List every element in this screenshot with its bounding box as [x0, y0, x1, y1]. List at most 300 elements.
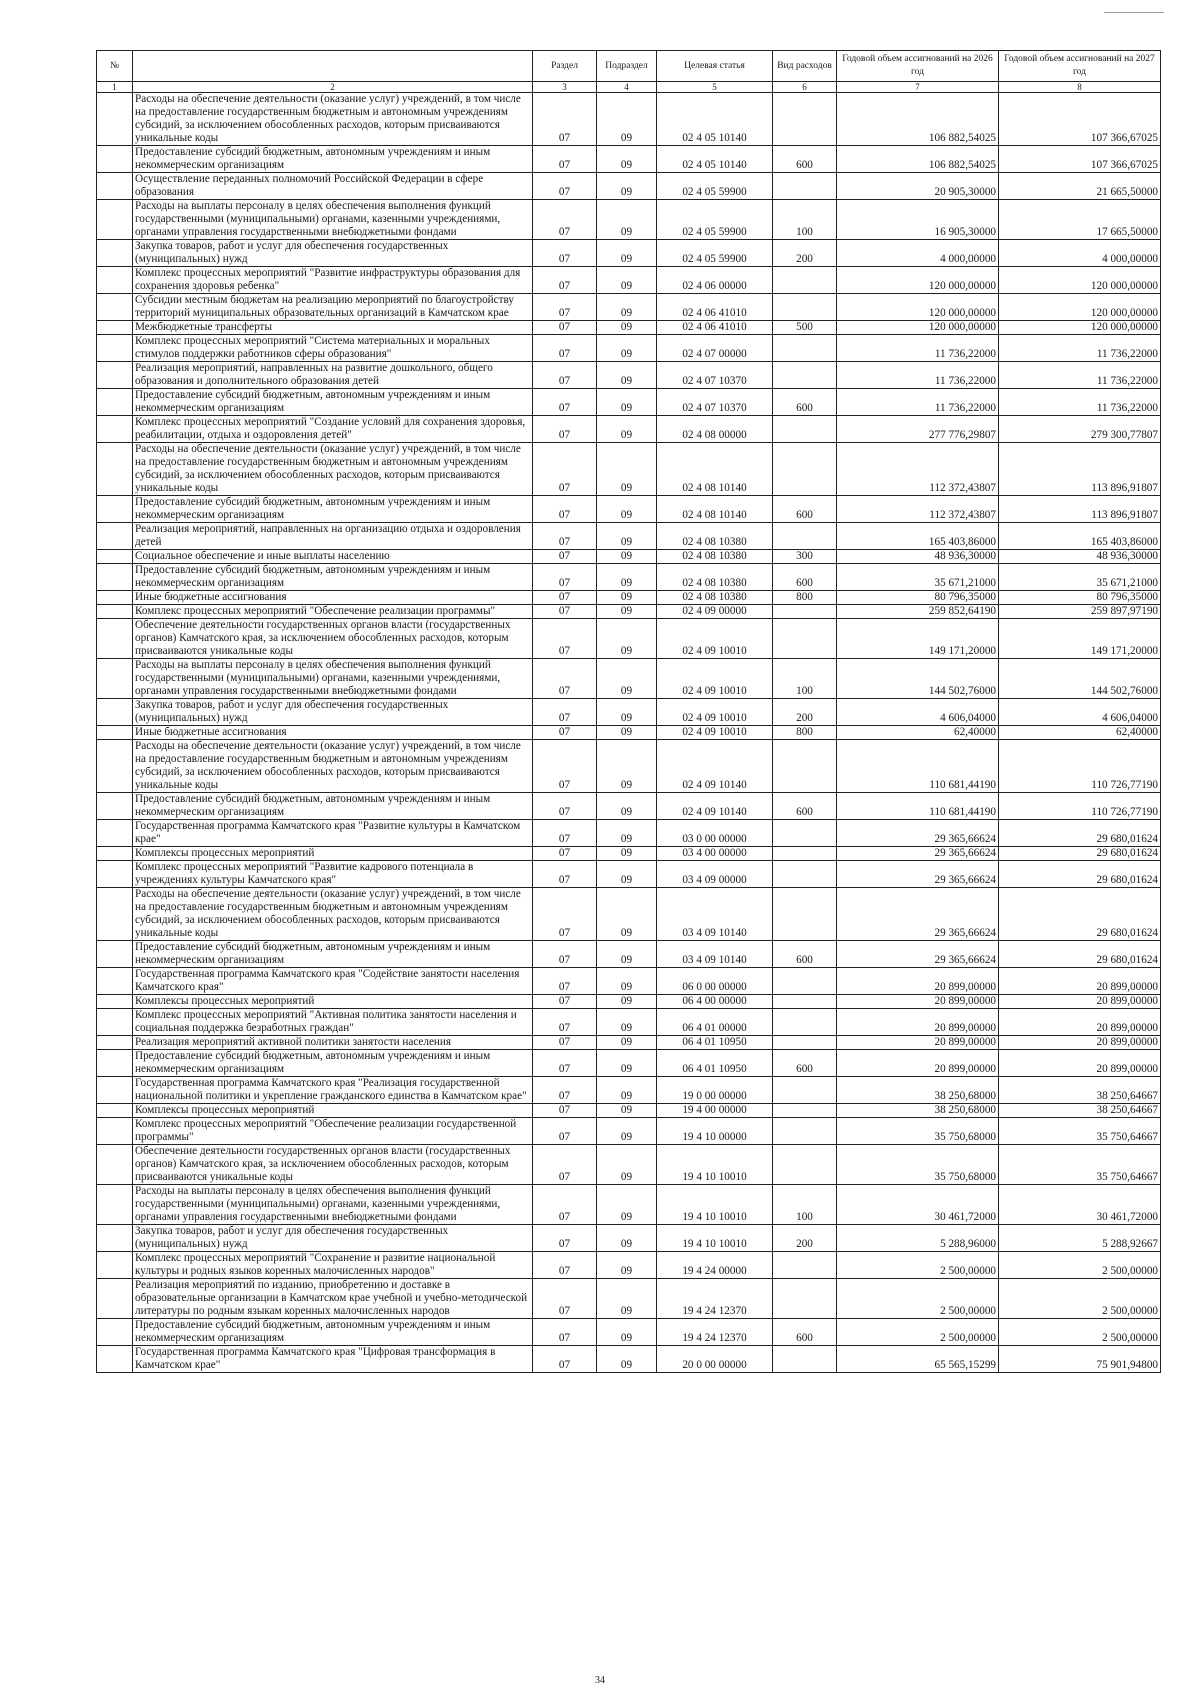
row-number — [97, 941, 133, 968]
target-article-code: 02 4 05 10140 — [657, 146, 773, 173]
expense-name: Комплекс процессных мероприятий "Обеспечение реализации государственной программы" — [133, 1118, 533, 1145]
target-article-code: 06 4 01 00000 — [657, 1009, 773, 1036]
amount-2026: 277 776,29807 — [837, 416, 999, 443]
section-code: 07 — [533, 1118, 597, 1145]
section-code: 07 — [533, 1279, 597, 1319]
row-number — [97, 591, 133, 605]
subsection-code: 09 — [597, 496, 657, 523]
subsection-code: 09 — [597, 740, 657, 793]
row-number — [97, 619, 133, 659]
subsection-code: 09 — [597, 93, 657, 146]
target-article-code: 02 4 09 10010 — [657, 659, 773, 699]
subsection-code: 09 — [597, 1145, 657, 1185]
expense-name: Иные бюджетные ассигнования — [133, 726, 533, 740]
target-article-code: 02 4 05 59900 — [657, 173, 773, 200]
row-number — [97, 820, 133, 847]
amount-2027: 11 736,22000 — [999, 362, 1161, 389]
row-number — [97, 173, 133, 200]
subsection-code: 09 — [597, 550, 657, 564]
row-number — [97, 726, 133, 740]
subsection-code: 09 — [597, 941, 657, 968]
table-row — [97, 1319, 1161, 1346]
expense-type-code — [773, 173, 837, 200]
subsection-code: 09 — [597, 321, 657, 335]
expense-name: Иные бюджетные ассигнования — [133, 591, 533, 605]
target-article-code: 02 4 08 10140 — [657, 443, 773, 496]
target-article-code: 06 4 01 10950 — [657, 1036, 773, 1050]
table-row — [97, 267, 1161, 294]
table-row — [97, 200, 1161, 240]
subsection-code: 09 — [597, 1050, 657, 1077]
section-code: 07 — [533, 1225, 597, 1252]
amount-2026: 110 681,44190 — [837, 740, 999, 793]
header-vid: Вид расходов — [773, 51, 837, 82]
section-code: 07 — [533, 995, 597, 1009]
amount-2026: 29 365,66624 — [837, 888, 999, 941]
expense-name: Предоставление субсидий бюджетным, автономным учреждениям и иным некоммерческим организациям — [133, 941, 533, 968]
table-row — [97, 146, 1161, 173]
target-article-code: 19 4 10 10010 — [657, 1225, 773, 1252]
section-code: 07 — [533, 820, 597, 847]
expense-type-code — [773, 267, 837, 294]
section-code: 07 — [533, 335, 597, 362]
expense-type-code — [773, 740, 837, 793]
target-article-code: 02 4 08 00000 — [657, 416, 773, 443]
amount-2027: 2 500,00000 — [999, 1319, 1161, 1346]
target-article-code: 02 4 05 59900 — [657, 240, 773, 267]
amount-2026: 259 852,64190 — [837, 605, 999, 619]
target-article-code: 03 4 09 00000 — [657, 861, 773, 888]
amount-2026: 120 000,00000 — [837, 267, 999, 294]
amount-2027: 107 366,67025 — [999, 93, 1161, 146]
subsection-code: 09 — [597, 443, 657, 496]
amount-2026: 106 882,54025 — [837, 93, 999, 146]
subsection-code: 09 — [597, 1279, 657, 1319]
section-code: 07 — [533, 443, 597, 496]
table-row — [97, 93, 1161, 146]
section-code: 07 — [533, 740, 597, 793]
section-code: 07 — [533, 267, 597, 294]
amount-2026: 11 736,22000 — [837, 335, 999, 362]
table-row — [97, 1225, 1161, 1252]
amount-2026: 112 372,43807 — [837, 496, 999, 523]
row-number — [97, 1104, 133, 1118]
section-code: 07 — [533, 659, 597, 699]
table-row — [97, 496, 1161, 523]
row-number — [97, 861, 133, 888]
expense-name: Осуществление переданных полномочий Российской Федерации в сфере образования — [133, 173, 533, 200]
row-number — [97, 1050, 133, 1077]
expense-name: Обеспечение деятельности государственных органов власти (государственных органов) Камчатского края, за исключением обособленных расходов, которым присваиваются уникальные коды — [133, 1145, 533, 1185]
amount-2026: 120 000,00000 — [837, 294, 999, 321]
amount-2027: 107 366,67025 — [999, 146, 1161, 173]
amount-2027: 35 750,64667 — [999, 1118, 1161, 1145]
subsection-code: 09 — [597, 619, 657, 659]
column-index: 5 — [657, 82, 773, 93]
row-number — [97, 564, 133, 591]
amount-2026: 48 936,30000 — [837, 550, 999, 564]
amount-2026: 4 000,00000 — [837, 240, 999, 267]
amount-2026: 2 500,00000 — [837, 1279, 999, 1319]
amount-2026: 35 750,68000 — [837, 1145, 999, 1185]
amount-2027: 62,40000 — [999, 726, 1161, 740]
subsection-code: 09 — [597, 294, 657, 321]
subsection-code: 09 — [597, 1118, 657, 1145]
expense-name: Предоставление субсидий бюджетным, автономным учреждениям и иным некоммерческим организациям — [133, 564, 533, 591]
amount-2026: 11 736,22000 — [837, 362, 999, 389]
expense-name: Предоставление субсидий бюджетным, автономным учреждениям и иным некоммерческим организациям — [133, 389, 533, 416]
expense-type-code: 800 — [773, 591, 837, 605]
amount-2026: 30 461,72000 — [837, 1185, 999, 1225]
amount-2027: 110 726,77190 — [999, 793, 1161, 820]
amount-2026: 65 565,15299 — [837, 1346, 999, 1373]
subsection-code: 09 — [597, 888, 657, 941]
amount-2027: 20 899,00000 — [999, 995, 1161, 1009]
table-row — [97, 240, 1161, 267]
amount-2026: 80 796,35000 — [837, 591, 999, 605]
row-number — [97, 1319, 133, 1346]
expense-type-code — [773, 888, 837, 941]
subsection-code: 09 — [597, 1185, 657, 1225]
amount-2027: 120 000,00000 — [999, 294, 1161, 321]
target-article-code: 19 0 00 00000 — [657, 1077, 773, 1104]
header-row — [97, 51, 1161, 82]
section-code: 07 — [533, 888, 597, 941]
expense-type-code — [773, 1104, 837, 1118]
target-article-code: 02 4 09 10140 — [657, 793, 773, 820]
table-row — [97, 1077, 1161, 1104]
amount-2026: 110 681,44190 — [837, 793, 999, 820]
expense-type-code — [773, 820, 837, 847]
table-row — [97, 699, 1161, 726]
amount-2027: 5 288,92667 — [999, 1225, 1161, 1252]
subsection-code: 09 — [597, 1104, 657, 1118]
target-article-code: 02 4 09 10140 — [657, 740, 773, 793]
header-razdel: Раздел — [533, 51, 597, 82]
section-code: 07 — [533, 240, 597, 267]
amount-2026: 20 905,30000 — [837, 173, 999, 200]
section-code: 07 — [533, 362, 597, 389]
target-article-code: 02 4 08 10380 — [657, 591, 773, 605]
amount-2027: 20 899,00000 — [999, 1009, 1161, 1036]
section-code: 07 — [533, 619, 597, 659]
section-code: 07 — [533, 1346, 597, 1373]
target-article-code: 02 4 08 10140 — [657, 496, 773, 523]
amount-2027: 2 500,00000 — [999, 1252, 1161, 1279]
target-article-code: 20 0 00 00000 — [657, 1346, 773, 1373]
table-row — [97, 820, 1161, 847]
amount-2027: 120 000,00000 — [999, 267, 1161, 294]
amount-2026: 38 250,68000 — [837, 1104, 999, 1118]
expense-name: Комплекс процессных мероприятий "Система материальных и моральных стимулов поддержки работников сферы образования" — [133, 335, 533, 362]
expense-name: Предоставление субсидий бюджетным, автономным учреждениям и иным некоммерческим организациям — [133, 1050, 533, 1077]
expense-type-code: 600 — [773, 941, 837, 968]
amount-2026: 38 250,68000 — [837, 1077, 999, 1104]
section-code: 07 — [533, 496, 597, 523]
header-name — [133, 51, 533, 82]
amount-2026: 2 500,00000 — [837, 1319, 999, 1346]
row-number — [97, 740, 133, 793]
table-row — [97, 1279, 1161, 1319]
row-number — [97, 146, 133, 173]
expense-type-code: 600 — [773, 496, 837, 523]
section-code: 07 — [533, 523, 597, 550]
subsection-code: 09 — [597, 267, 657, 294]
table-row — [97, 847, 1161, 861]
target-article-code: 06 0 00 00000 — [657, 968, 773, 995]
target-article-code: 03 4 09 10140 — [657, 941, 773, 968]
subsection-code: 09 — [597, 605, 657, 619]
target-article-code: 19 4 10 10010 — [657, 1185, 773, 1225]
column-index: 7 — [837, 82, 999, 93]
target-article-code: 02 4 05 59900 — [657, 200, 773, 240]
amount-2026: 62,40000 — [837, 726, 999, 740]
amount-2027: 29 680,01624 — [999, 888, 1161, 941]
row-number — [97, 659, 133, 699]
subsection-code: 09 — [597, 726, 657, 740]
table-row — [97, 173, 1161, 200]
expense-type-code — [773, 294, 837, 321]
table-row — [97, 1104, 1161, 1118]
table-row — [97, 619, 1161, 659]
table-row — [97, 1009, 1161, 1036]
table-row — [97, 1185, 1161, 1225]
expense-type-code: 600 — [773, 146, 837, 173]
target-article-code: 06 4 01 10950 — [657, 1050, 773, 1077]
amount-2027: 29 680,01624 — [999, 820, 1161, 847]
section-code: 07 — [533, 861, 597, 888]
row-number — [97, 995, 133, 1009]
expense-type-code: 100 — [773, 1185, 837, 1225]
table-row — [97, 564, 1161, 591]
target-article-code: 02 4 09 10010 — [657, 699, 773, 726]
subsection-code: 09 — [597, 820, 657, 847]
table-row — [97, 861, 1161, 888]
amount-2026: 165 403,86000 — [837, 523, 999, 550]
column-index: 1 — [97, 82, 133, 93]
table-row — [97, 740, 1161, 793]
expense-name: Предоставление субсидий бюджетным, автономным учреждениям и иным некоммерческим организациям — [133, 146, 533, 173]
section-code: 07 — [533, 173, 597, 200]
amount-2027: 20 899,00000 — [999, 1050, 1161, 1077]
amount-2026: 149 171,20000 — [837, 619, 999, 659]
expense-name: Расходы на обеспечение деятельности (оказание услуг) учреждений, в том числе на предоставление государственным бюджетным и автономным учреждениям субсидий, за исключением обособленных расходов, которым присваиваются уникальные коды — [133, 443, 533, 496]
expense-type-code — [773, 995, 837, 1009]
target-article-code: 02 4 06 41010 — [657, 321, 773, 335]
row-number — [97, 1346, 133, 1373]
expense-type-code: 800 — [773, 726, 837, 740]
section-code: 07 — [533, 1252, 597, 1279]
amount-2026: 5 288,96000 — [837, 1225, 999, 1252]
expense-name: Государственная программа Камчатского края "Цифровая трансформация в Камчатском крае" — [133, 1346, 533, 1373]
table-row — [97, 523, 1161, 550]
row-number — [97, 1185, 133, 1225]
column-index: 8 — [999, 82, 1161, 93]
row-number — [97, 793, 133, 820]
expense-name: Расходы на выплаты персоналу в целях обеспечения выполнения функций государственными (муниципальными) органами, казенными учреждениями, органами управления государственными внебюджетными фондами — [133, 1185, 533, 1225]
amount-2026: 16 905,30000 — [837, 200, 999, 240]
expense-name: Комплекс процессных мероприятий "Активная политика занятости населения и социальная поддержка безработных граждан" — [133, 1009, 533, 1036]
table-row — [97, 1050, 1161, 1077]
target-article-code: 19 4 10 00000 — [657, 1118, 773, 1145]
expense-name: Реализация мероприятий по изданию, приобретению и доставке в образовательные организации в Камчатском крае учебной и учебно-методической литературы по родным языкам коренных малочисленных народов — [133, 1279, 533, 1319]
expense-type-code — [773, 847, 837, 861]
amount-2027: 11 736,22000 — [999, 389, 1161, 416]
subsection-code: 09 — [597, 699, 657, 726]
expense-type-code — [773, 605, 837, 619]
expense-type-code — [773, 619, 837, 659]
expense-type-code: 600 — [773, 1319, 837, 1346]
expense-name: Комплекс процессных мероприятий "Обеспечение реализации программы" — [133, 605, 533, 619]
column-index-row — [97, 82, 1161, 93]
subsection-code: 09 — [597, 1319, 657, 1346]
section-code: 07 — [533, 93, 597, 146]
expense-name: Комплекс процессных мероприятий "Сохранение и развитие национальной культуры и родных языков коренных малочисленных народов" — [133, 1252, 533, 1279]
amount-2027: 30 461,72000 — [999, 1185, 1161, 1225]
amount-2027: 75 901,94800 — [999, 1346, 1161, 1373]
section-code: 07 — [533, 1145, 597, 1185]
header-target: Целевая статья — [657, 51, 773, 82]
expense-name: Расходы на выплаты персоналу в целях обеспечения выполнения функций государственными (муниципальными) органами, казенными учреждениями, органами управления государственными внебюджетными фондами — [133, 659, 533, 699]
table-row — [97, 362, 1161, 389]
amount-2026: 2 500,00000 — [837, 1252, 999, 1279]
subsection-code: 09 — [597, 146, 657, 173]
target-article-code: 02 4 08 10380 — [657, 550, 773, 564]
section-code: 07 — [533, 1104, 597, 1118]
expense-name: Закупка товаров, работ и услуг для обеспечения государственных (муниципальных) нужд — [133, 699, 533, 726]
amount-2027: 279 300,77807 — [999, 416, 1161, 443]
subsection-code: 09 — [597, 1252, 657, 1279]
row-number — [97, 1225, 133, 1252]
expense-name: Реализация мероприятий, направленных на развитие дошкольного, общего образования и дополнительного образования детей — [133, 362, 533, 389]
row-number — [97, 1036, 133, 1050]
target-article-code: 02 4 07 00000 — [657, 335, 773, 362]
subsection-code: 09 — [597, 861, 657, 888]
expense-type-code: 200 — [773, 240, 837, 267]
section-code: 07 — [533, 146, 597, 173]
row-number — [97, 294, 133, 321]
table-row — [97, 1346, 1161, 1373]
amount-2026: 20 899,00000 — [837, 1050, 999, 1077]
table-row — [97, 941, 1161, 968]
scan-edge-mark — [1104, 12, 1164, 13]
expense-type-code — [773, 1145, 837, 1185]
table-row — [97, 888, 1161, 941]
table-row — [97, 591, 1161, 605]
amount-2026: 20 899,00000 — [837, 968, 999, 995]
amount-2026: 4 606,04000 — [837, 699, 999, 726]
section-code: 07 — [533, 591, 597, 605]
section-code: 07 — [533, 968, 597, 995]
target-article-code: 02 4 07 10370 — [657, 389, 773, 416]
expense-name: Расходы на обеспечение деятельности (оказание услуг) учреждений, в том числе на предоставление государственным бюджетным и автономным учреждениям субсидий, за исключением обособленных расходов, которым присваиваются уникальные коды — [133, 93, 533, 146]
target-article-code: 03 4 00 00000 — [657, 847, 773, 861]
section-code: 07 — [533, 416, 597, 443]
table-row — [97, 968, 1161, 995]
subsection-code: 09 — [597, 389, 657, 416]
expense-type-code — [773, 335, 837, 362]
expense-type-code: 200 — [773, 699, 837, 726]
section-code: 07 — [533, 1185, 597, 1225]
subsection-code: 09 — [597, 995, 657, 1009]
column-index: 2 — [133, 82, 533, 93]
target-article-code: 03 4 09 10140 — [657, 888, 773, 941]
table-row — [97, 995, 1161, 1009]
section-code: 07 — [533, 1036, 597, 1050]
expense-name: Реализация мероприятий активной политики занятости населения — [133, 1036, 533, 1050]
target-article-code: 02 4 09 10010 — [657, 619, 773, 659]
amount-2027: 11 736,22000 — [999, 335, 1161, 362]
amount-2026: 29 365,66624 — [837, 820, 999, 847]
table-row — [97, 1036, 1161, 1050]
subsection-code: 09 — [597, 523, 657, 550]
expense-type-code: 500 — [773, 321, 837, 335]
expense-type-code — [773, 443, 837, 496]
expense-name: Межбюджетные трансферты — [133, 321, 533, 335]
amount-2026: 20 899,00000 — [837, 1036, 999, 1050]
row-number — [97, 699, 133, 726]
amount-2027: 29 680,01624 — [999, 941, 1161, 968]
subsection-code: 09 — [597, 564, 657, 591]
expense-type-code — [773, 362, 837, 389]
row-number — [97, 1279, 133, 1319]
section-code: 07 — [533, 1050, 597, 1077]
expense-type-code: 600 — [773, 1050, 837, 1077]
expense-name: Обеспечение деятельности государственных органов власти (государственных органов) Камчатского края, за исключением обособленных расходов, которым присваиваются уникальные коды — [133, 619, 533, 659]
row-number — [97, 1145, 133, 1185]
amount-2027: 113 896,91807 — [999, 443, 1161, 496]
target-article-code: 02 4 09 00000 — [657, 605, 773, 619]
amount-2026: 106 882,54025 — [837, 146, 999, 173]
table-row — [97, 416, 1161, 443]
expense-type-code — [773, 1077, 837, 1104]
row-number — [97, 93, 133, 146]
amount-2027: 35 750,64667 — [999, 1145, 1161, 1185]
row-number — [97, 321, 133, 335]
budget-table — [96, 50, 1161, 1373]
section-code: 07 — [533, 389, 597, 416]
amount-2026: 29 365,66624 — [837, 941, 999, 968]
subsection-code: 09 — [597, 968, 657, 995]
target-article-code: 02 4 09 10010 — [657, 726, 773, 740]
section-code: 07 — [533, 941, 597, 968]
amount-2027: 38 250,64667 — [999, 1077, 1161, 1104]
expense-type-code — [773, 861, 837, 888]
expense-name: Субсидии местным бюджетам на реализацию мероприятий по благоустройству территорий муниципальных образовательных организаций в Камчатском крае — [133, 294, 533, 321]
row-number — [97, 416, 133, 443]
row-number — [97, 968, 133, 995]
target-article-code: 02 4 07 10370 — [657, 362, 773, 389]
row-number — [97, 335, 133, 362]
subsection-code: 09 — [597, 173, 657, 200]
amount-2027: 29 680,01624 — [999, 861, 1161, 888]
amount-2027: 259 897,97190 — [999, 605, 1161, 619]
expense-type-code — [773, 1118, 837, 1145]
subsection-code: 09 — [597, 1225, 657, 1252]
expense-type-code — [773, 1252, 837, 1279]
amount-2027: 144 502,76000 — [999, 659, 1161, 699]
column-index: 4 — [597, 82, 657, 93]
amount-2026: 29 365,66624 — [837, 861, 999, 888]
expense-name: Предоставление субсидий бюджетным, автономным учреждениям и иным некоммерческим организациям — [133, 496, 533, 523]
budget-sheet — [96, 50, 1160, 1373]
table-row — [97, 659, 1161, 699]
expense-type-code — [773, 1009, 837, 1036]
expense-name: Комплекс процессных мероприятий "Развитие инфраструктуры образования для сохранения здоровья ребенка" — [133, 267, 533, 294]
amount-2027: 29 680,01624 — [999, 847, 1161, 861]
expense-type-code: 600 — [773, 389, 837, 416]
expense-name: Комплекс процессных мероприятий "Создание условий для сохранения здоровья, реабилитации, отдыха и оздоровления детей" — [133, 416, 533, 443]
